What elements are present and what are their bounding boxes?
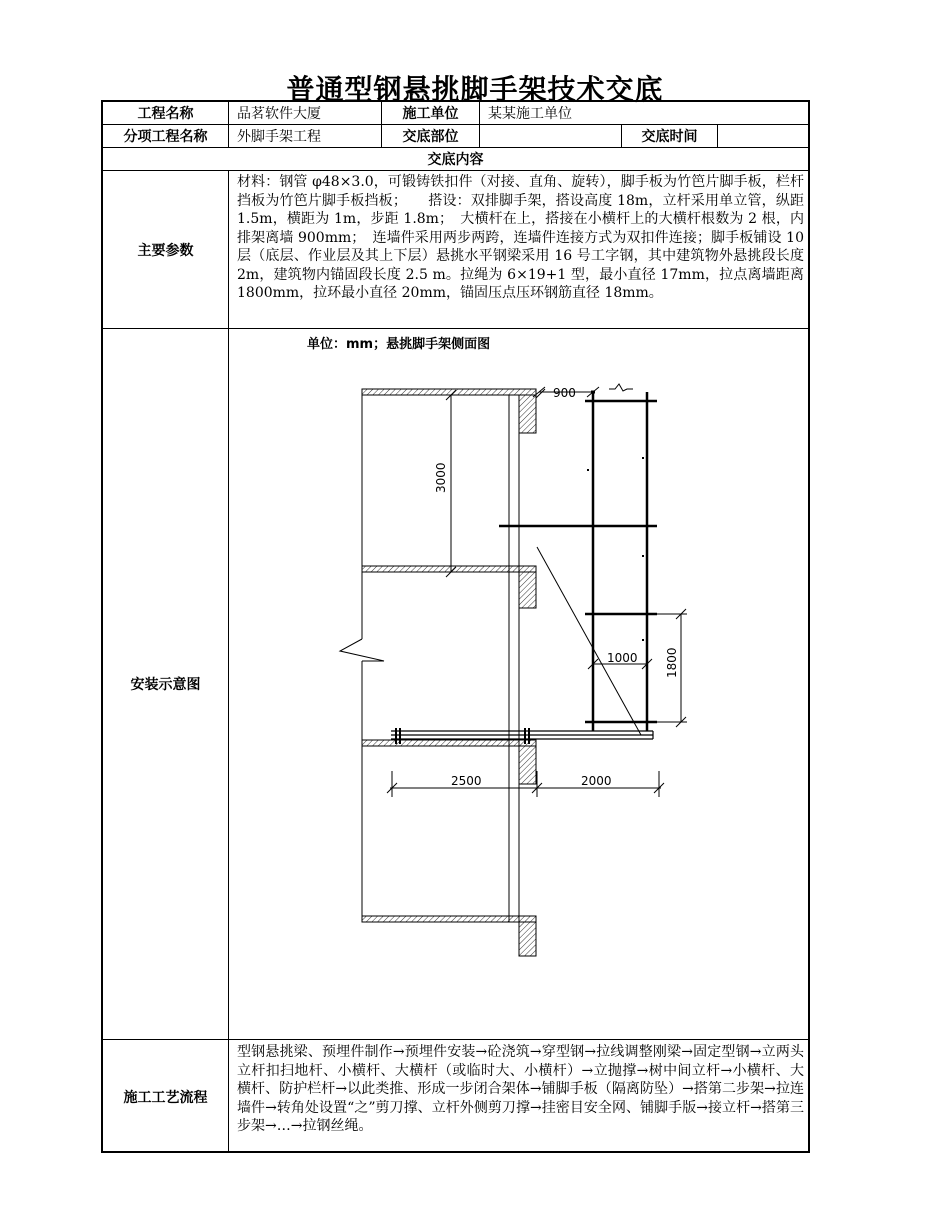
diagram-area bbox=[229, 329, 810, 1039]
document-title: 普通型钢悬挑脚手架技术交底 bbox=[286, 73, 664, 106]
date-value bbox=[718, 125, 810, 147]
params-text: 材料：钢管 φ48×3.0，可锻铸铁扣件（对接、直角、旋转），脚手板为竹笆片脚手板，栏杆挡板为竹笆片脚手板挡板； 搭设：双排脚手架，搭设高度 18m，立杆采用单立管，纵距 1.5m，横距为 1m，步距 1.8m； 大横杆在上，搭接在小横杆上的大横杆根数为 2 根，内排架离墙 900mm； 连墙件采用两步两跨，连墙件连接方式为双扣件连接；脚手板铺设 10 层（底层、作业层及其上下层）悬挑水平钢梁采用 16 号工字钢，其中建筑物外悬挑段长度 2m，建筑物内锚固段长度 2.5 m。拉绳为 6×19+1 型，最小直径 17mm，拉点离墙距离 1800mm，拉环最小直径 20mm，锚固压点压环钢筋直径 18mm。 bbox=[237, 174, 804, 301]
dim-900: 900 bbox=[553, 386, 576, 400]
row-project bbox=[103, 102, 808, 125]
row-subproject bbox=[103, 125, 808, 148]
disclosure-table bbox=[101, 100, 810, 1153]
dim-2500: 2500 bbox=[451, 774, 482, 788]
dim-2000: 2000 bbox=[581, 774, 612, 788]
dimension-labels bbox=[434, 386, 679, 788]
params-label: 主要参数 bbox=[103, 171, 229, 328]
row-process bbox=[103, 1040, 808, 1153]
date-label: 交底时间 bbox=[622, 125, 718, 147]
process-label: 施工工艺流程 bbox=[103, 1040, 229, 1153]
scaffold-side-view-drawing bbox=[229, 329, 810, 1040]
scaffold-frame bbox=[499, 384, 657, 735]
dim-1800: 1800 bbox=[665, 647, 679, 678]
contractor-label: 施工单位 bbox=[382, 102, 480, 124]
row-params bbox=[103, 171, 808, 329]
contractor-value: 某某施工单位 bbox=[488, 106, 572, 122]
sub-project-value: 外脚手架工程 bbox=[229, 125, 382, 147]
location-label: 交底部位 bbox=[382, 125, 480, 147]
diagram-label: 安装示意图 bbox=[103, 329, 229, 1039]
process-text: 型钢悬挑梁、预埋件制作→预埋件安装→砼浇筑→穿型钢→拉线调整刚梁→固定型钢→立两头立杆扣扫地杆、小横杆、大横杆（或临时大、小横杆）→立抛撑→树中间立杆→小横杆、大横杆、防护栏杆→以此类推、形成一步闭合架体→铺脚手板（隔离防坠）→搭第二步架→拉连墙件→转角处设置“之”剪刀撑、立杆外侧剪刀撑→挂密目安全网、铺脚手版→接立杆→搭第三步架→…→拉钢丝绳。 bbox=[237, 1044, 804, 1134]
project-name-value: 品茗软件大厦 bbox=[229, 102, 382, 124]
dim-3000: 3000 bbox=[434, 462, 448, 493]
content-heading: 交底内容 bbox=[103, 148, 808, 171]
project-name-label: 工程名称 bbox=[103, 102, 229, 124]
dim-1000: 1000 bbox=[607, 651, 638, 665]
sub-project-label: 分项工程名称 bbox=[103, 125, 229, 147]
location-value bbox=[480, 125, 622, 147]
row-diagram bbox=[103, 329, 808, 1040]
slab-hatching bbox=[362, 389, 536, 956]
diagram-caption: 单位：mm；悬挑脚手架侧面图 bbox=[307, 337, 491, 352]
